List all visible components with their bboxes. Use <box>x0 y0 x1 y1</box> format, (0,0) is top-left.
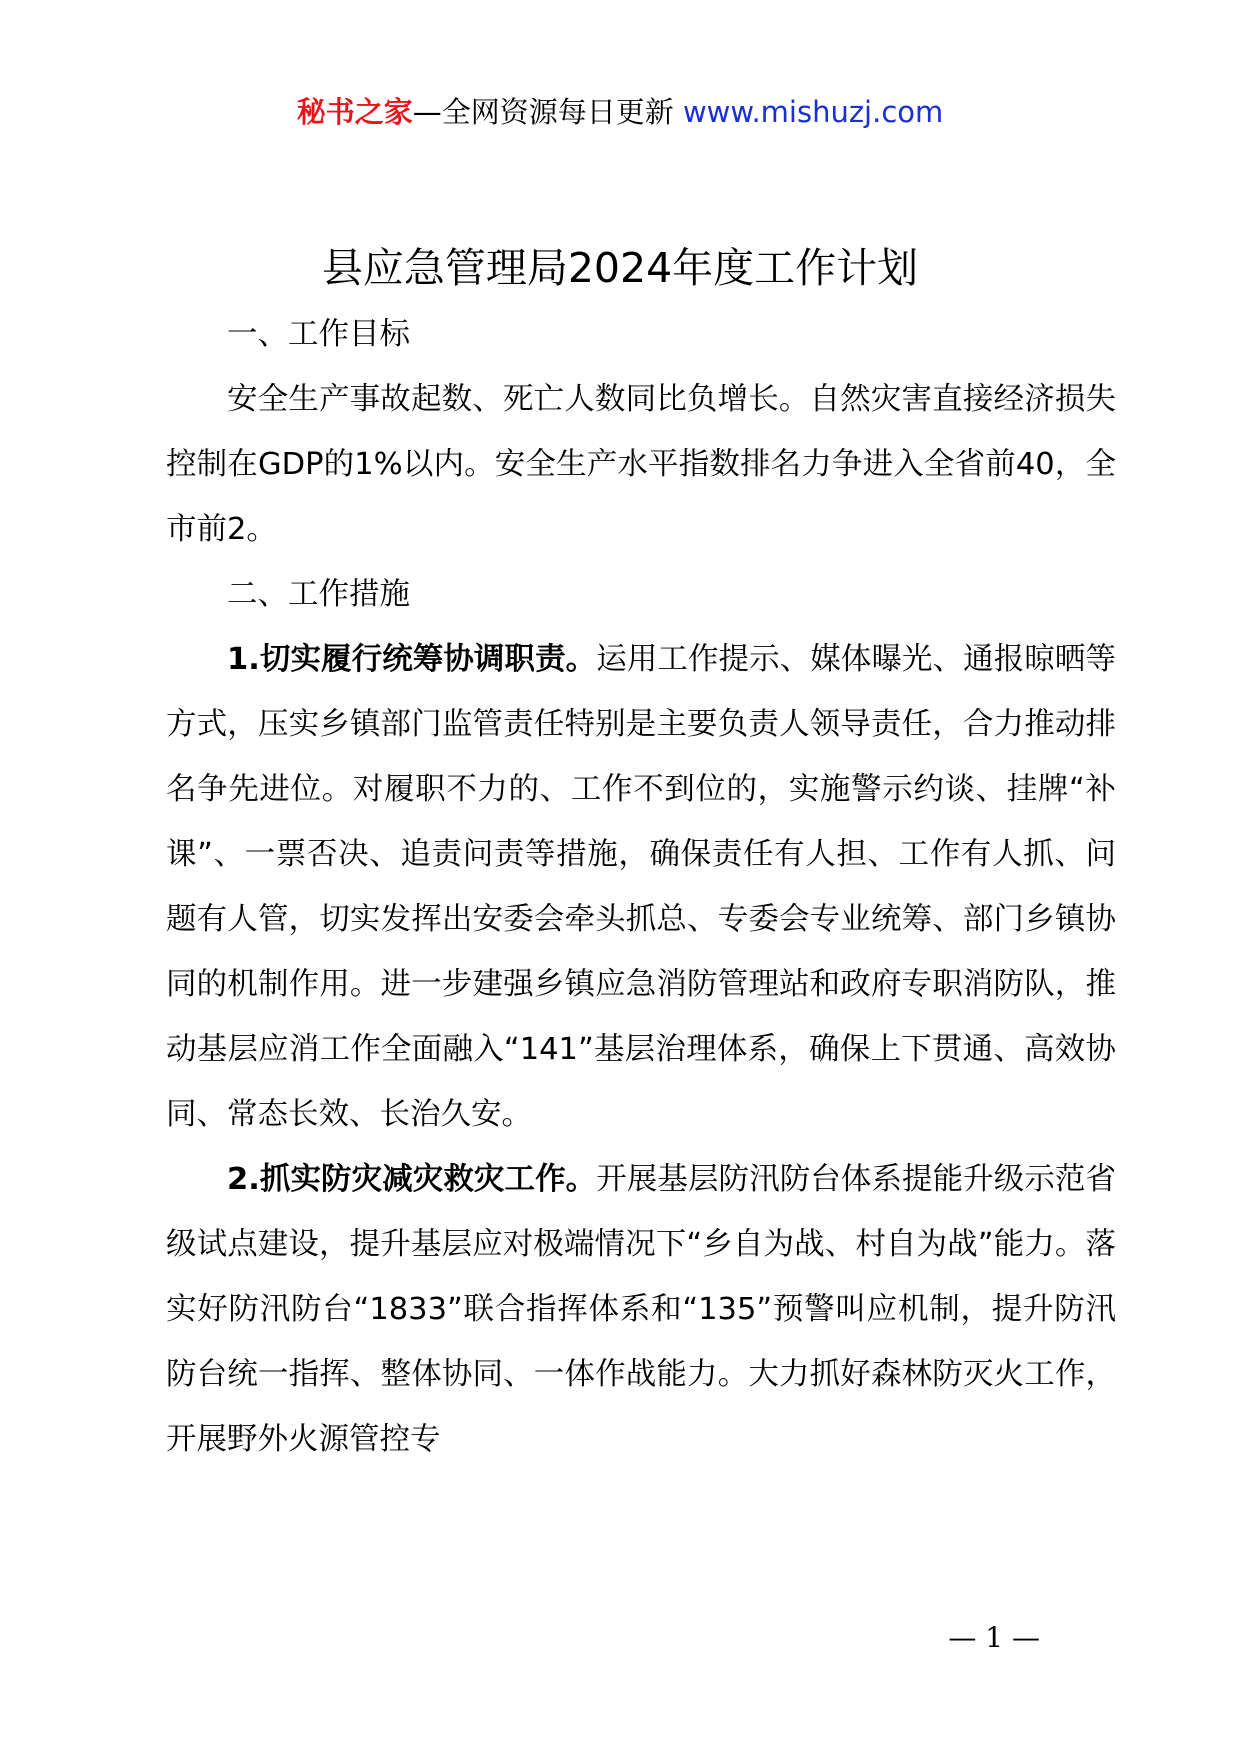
item1-text: 运用工作提示、媒体曝光、通报晾晒等方式，压实乡镇部门监管责任特别是主要负责人领导责任，合力推动排名争先进位。对履职不力的、工作不到位的，实施警示约谈、挂牌“补课”、一票否决、追责问责等措施，确保责任有人担、工作有人抓、问题有人管，切实发挥出安委会牵头抓总、专委会专业统筹、部门乡镇协同的机制作用。进一步建强乡镇应急消防管理站和政府专职消防队，推动基层应消工作全面融入“141”基层治理体系，确保上下贯通、高效协同、常态长效、长治久安。 <box>166 642 1116 1132</box>
banner-slogan: —全网资源每日更新 <box>412 95 674 129</box>
item2-paragraph <box>166 1147 1116 1472</box>
site-banner <box>0 90 1240 134</box>
banner-site-link[interactable]: www.mishuzj.com <box>682 95 944 129</box>
document-title: 县应急管理局2024年度工作计划 <box>321 244 919 292</box>
item1-lead: 1.切实履行统筹协调职责。 <box>227 642 597 677</box>
section1-paragraph: 安全生产事故起数、死亡人数同比负增长。自然灾害直接经济损失控制在GDP的1%以内。安全生产水平指数排名力争进入全省前40，全市前2。 <box>166 382 1116 547</box>
document-body <box>166 302 1116 1472</box>
item2-lead: 2.抓实防灾减灾救灾工作。 <box>227 1162 597 1197</box>
section1-heading: 一、工作目标 <box>227 317 410 352</box>
item1-paragraph <box>166 627 1116 1147</box>
item2-text: 开展基层防汛防台体系提能升级示范省级试点建设，提升基层应对极端情况下“乡自为战、村自为战”能力。落实好防汛防台“1833”联合指挥体系和“135”预警叫应机制，提升防汛防台统一指挥、整体协同、一体作战能力。大力抓好森林防灭火工作，开展野外火源管控专 <box>166 1162 1116 1457</box>
section2-heading: 二、工作措施 <box>227 577 410 612</box>
page-number: — 1 — <box>948 1621 1040 1654</box>
banner-brand: 秘书之家 <box>296 95 413 129</box>
